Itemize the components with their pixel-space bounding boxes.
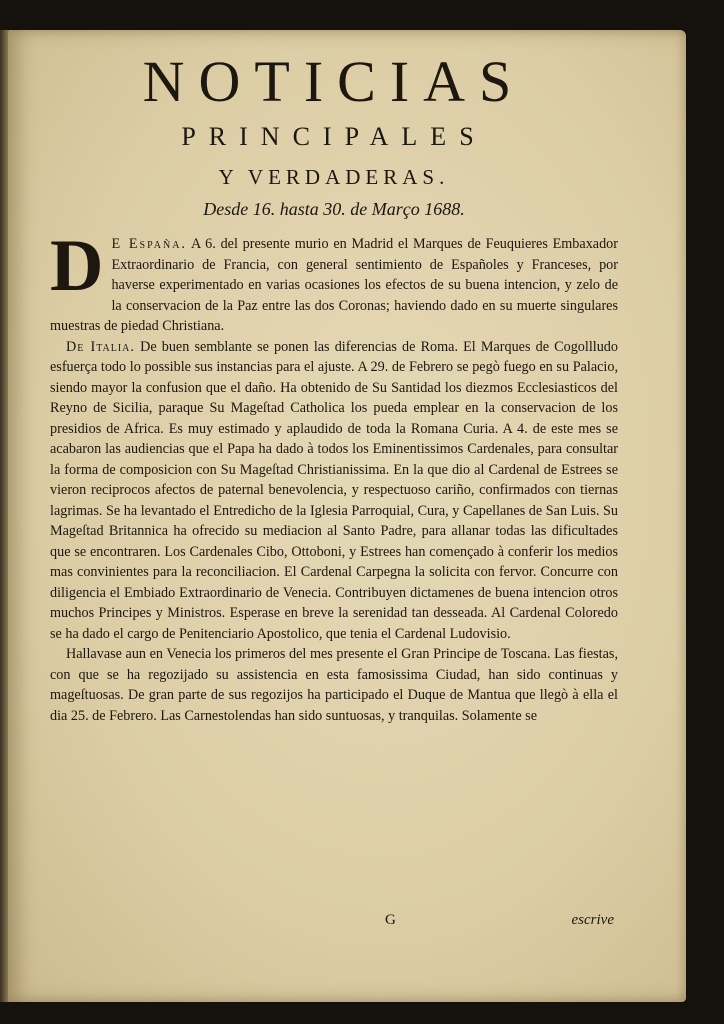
dateline: Desde 16. hasta 30. de Março 1688. <box>203 199 465 219</box>
drop-cap: D <box>50 225 104 307</box>
section-heading-italia: De Italia. <box>66 338 135 355</box>
page-footer <box>50 912 618 932</box>
paragraph-espana <box>50 225 619 337</box>
paragraph-venecia <box>50 644 618 726</box>
newspaper-subtitle-2: Y VERDADERAS. <box>218 165 450 189</box>
paragraph-espana-text: A 6. del presente murio en Madrid el Marques de Feuquieres Embaxador Extraordinario de Francia, con general sentimiento de Españoles y Franceses, por haverse experimentado en varias ocasiones los efectos de su buena intencion, y zelo de la conservacion de la Paz entre las dos Coronas; haviendo dado en su muerte singulares muestras de piedad Christiana. <box>50 236 619 334</box>
page-content <box>50 49 619 928</box>
article-body <box>50 225 619 726</box>
paragraph-italia <box>50 337 618 645</box>
paragraph-venecia-text: Hallavase aun en Venecia los primeros del mes presente el Gran Principe de Toscana. Las fiestas, con que se ha regozijado su assistencia en esta famosissima Ciudad, han sido continuas y mageſtuosas. De gran parte de sus regozijos ha participado el Duque de Mantua que llegò à ella el dia 25. de Febrero. Las Carnestolendas han sido suntuosas, y tranquilas. Solamente se <box>50 646 618 724</box>
catchword: escrive <box>571 912 614 928</box>
section-heading-espana: E España. <box>111 236 187 252</box>
newspaper-subtitle: PRINCIPALES <box>181 122 487 151</box>
signature-mark: G <box>385 912 396 928</box>
newspaper-title: NOTICIAS <box>142 49 526 114</box>
document-page <box>8 30 686 1002</box>
paragraph-italia-text: De buen semblante se ponen las diferencias de Roma. El Marques de Cogollludo esfuerça todo lo possible sus instancias para el ajuste. A 29. de Febrero se pegò fuego en su Palacio, siendo mayor la confusion que el daño. Ha obtenido de Su Santidad los diezmos Ecclesiasticos del Reyno de Sicilia, paraque Su Mageſtad Catholica los pueda emplear en la conservacion de los presidios de Africa. Es muy estimado y aplaudido de toda la Romana Curia. A 4. de este mes se acabaron las audiencias que el Papa ha dado à todos los Eminentissimos Cardenales, para consultar la forma de composicion con Su Mageſtad Christianissima. En la que dio al Cardenal de Estrees se vieron reciprocos afectos de paternal benevolencia, y respectuoso cariño, confirmados con tiernas lagrimas. Se ha levantado el Entredicho de la Iglesia Parroquial, Cura, y Capellanes de San Luis. Su Mageſtad Britannica ha ofrecido su mediacion al Santo Padre, para allanar todas las dificultades que se encontraren. Los Cardenales Cibo, Ottoboni, y Estrees han començado à conferir los medios mas convinientes para la reconciliacion. El Cardenal Carpegna la solicita con fervor. Concurre con diligencia el Embiado Extraordinario de Venecia. Contribuyen dictamenes de buena intencion otros muchos Principes y Ministros. Esperase en breve la serenidad tan desseada. Al Cardenal Coloredo se ha dado el cargo de Penitenciario Apostolico, que tenia el Cardenal Ludovisio. <box>50 338 618 642</box>
